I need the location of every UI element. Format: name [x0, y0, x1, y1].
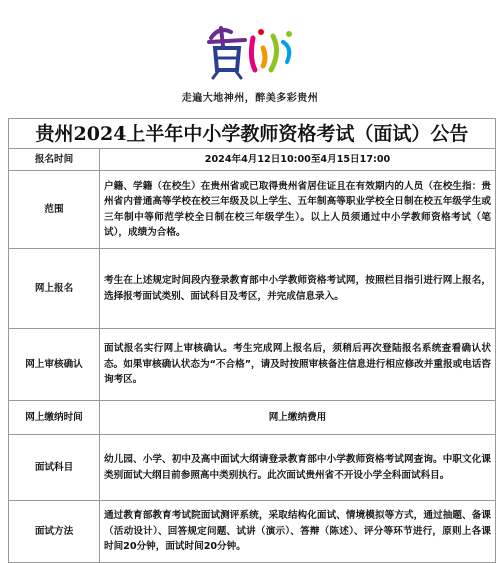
table-row	[9, 249, 496, 329]
table-row	[9, 329, 496, 401]
table-row	[9, 401, 496, 435]
slogan-text: 走遍大地神州，醉美多彩贵州	[181, 93, 319, 104]
row-content-payment: 网上缴纳费用	[100, 401, 496, 435]
row-label-online-registration: 网上报名	[9, 249, 100, 329]
row-content-interview-subjects: 幼儿园、小学、初中及高中面试大纲请登录教育部中小学教师资格考试网查询。中职文化课类别面试大纲目前参照高中类别执行。此次面试贵州省不开设小学全科面试科目。	[100, 435, 496, 501]
header-banner	[0, 0, 500, 112]
row-content-interview-method: 通过教育部教育考试院面试测评系统，采取结构化面试、情境模拟等方式，通过抽题、备课（活动设计）、回答规定问题、试讲（演示）、答辩（陈述）、评分等环节进行，原则上各课时间20分钟，面试时间20分钟。	[100, 501, 496, 563]
row-label-interview-method: 面试方法	[9, 501, 100, 563]
row-content-online-registration: 考生在上述规定时间段内登录教育部中小学教师资格考试网，按照栏目指引进行网上报名，选择报考面试类别、面试科目及考区，并完成信息录入。	[100, 249, 496, 329]
announcement-table	[8, 148, 496, 563]
row-label-online-review: 网上审核确认	[9, 329, 100, 401]
row-label-scope: 范围	[9, 171, 100, 249]
row-label-registration-time: 报名时间	[9, 149, 100, 171]
guizhou-logo-icon	[201, 18, 299, 84]
table-row	[9, 501, 496, 563]
row-label-interview-subjects: 面试科目	[9, 435, 100, 501]
row-label-payment-time: 网上缴纳时间	[9, 401, 100, 435]
table-row	[9, 171, 496, 249]
row-content-scope: 户籍、学籍（在校生）在贵州省或已取得贵州省居住证且在有效期内的人员（在校生指：贵州省内普通高等学校在校三年级及以上学生、五年制高等职业学校全日制在校五年级学生或三年制中等师范学校全日制在校三年级学生）。以上人员须通过中小学教师资格考试（笔试），成绩为合格。	[100, 171, 496, 249]
row-content-registration-time: 2024年4月12日10:00至4月15日17:00	[100, 149, 496, 171]
row-content-online-review: 面试报名实行网上审核确认。考生完成网上报名后，须稍后再次登陆报名系统查看确认状态。如果审核确认状态为“不合格”，请及时按照审核备注信息进行相应修改并重报或电话咨询考区。	[100, 329, 496, 401]
page-title: 贵州2024上半年中小学教师资格考试（面试）公告	[8, 118, 496, 149]
table-row	[9, 149, 496, 171]
table-row	[9, 435, 496, 501]
